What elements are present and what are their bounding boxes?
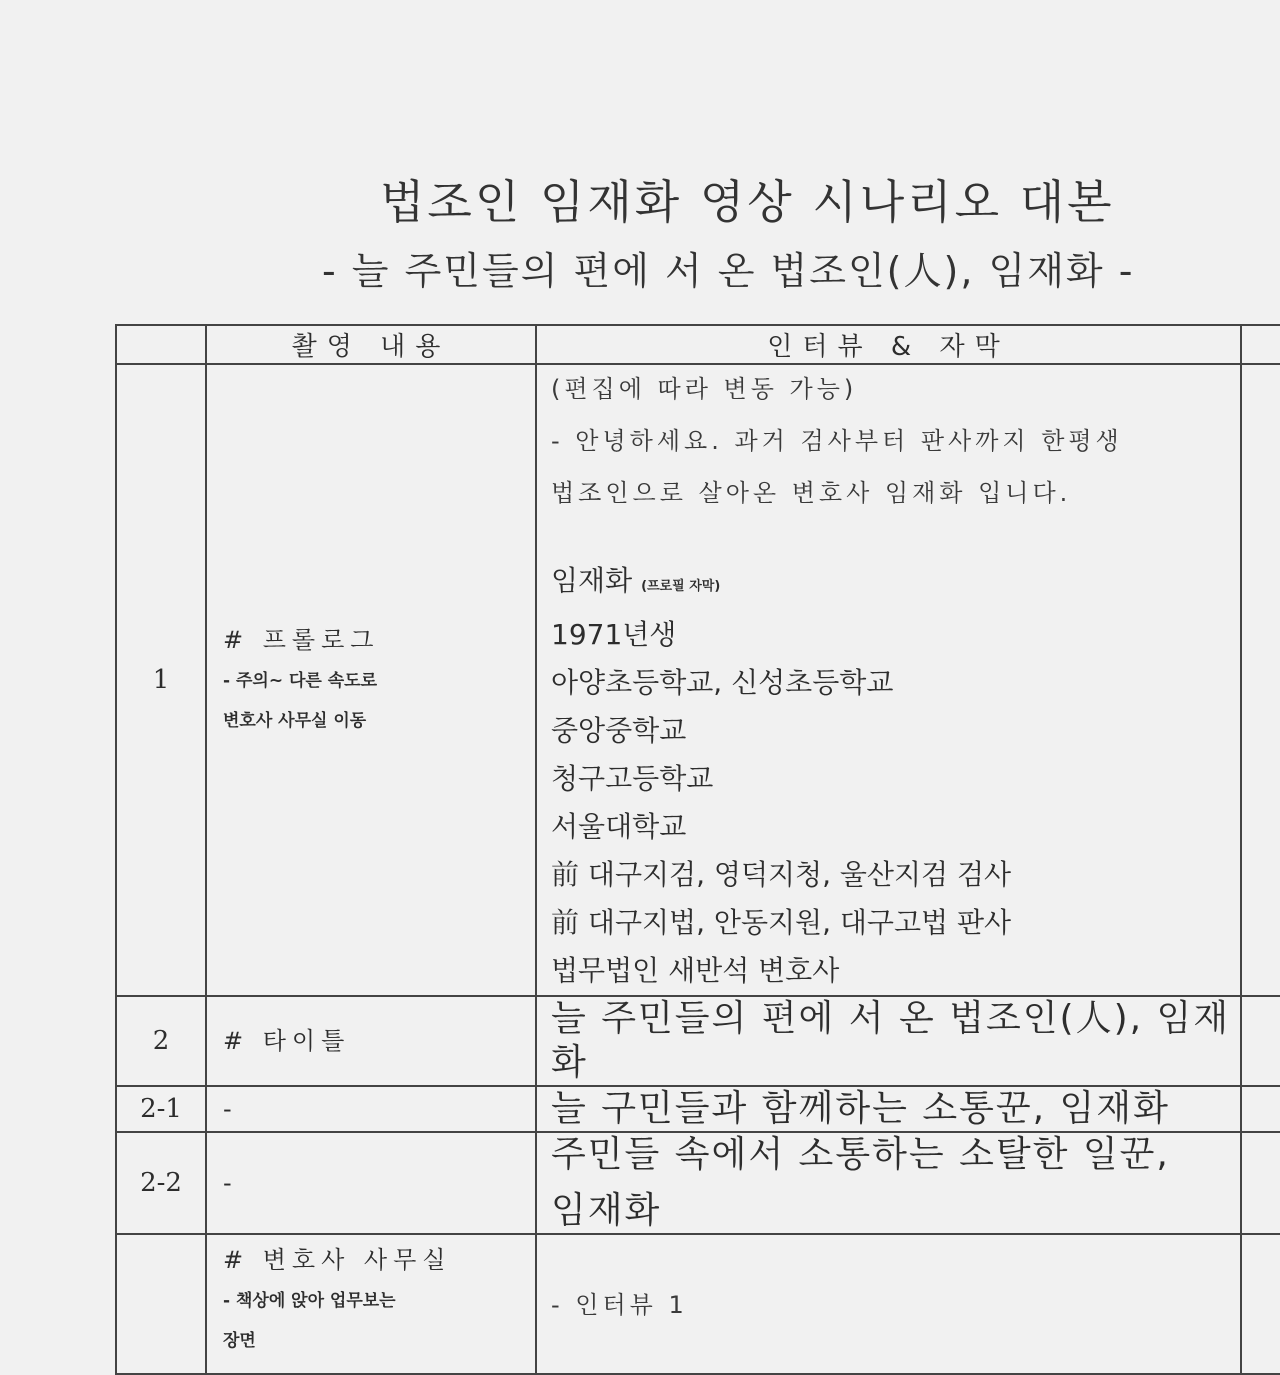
- profile-item: 중앙중학교: [551, 714, 687, 747]
- caption-line: 주민들 속에서 소통하는 소탈한 일꾼,: [551, 1134, 1170, 1175]
- shot-content: [206, 1132, 536, 1234]
- profile-item: 서울대학교: [551, 810, 687, 843]
- row-number: 2: [116, 996, 206, 1086]
- table-row: [116, 364, 1280, 996]
- extra-cell: [1241, 1086, 1280, 1132]
- caption-line: 임재화: [551, 1190, 662, 1231]
- greeting-line: - 안녕하세요. 과거 검사부터 판사까지 한평생: [551, 427, 1123, 455]
- profile-item: 청구고등학교: [551, 762, 714, 795]
- profile-item: 1971년생: [551, 618, 677, 651]
- profile-name-line: [551, 557, 1240, 611]
- interview-caption: [536, 1234, 1241, 1374]
- profile-item: 아양초등학교, 신성초등학교: [551, 666, 894, 699]
- shot-content: [206, 1086, 536, 1132]
- document-title: 법조인 임재화 영상 시나리오 대본: [380, 175, 1115, 229]
- shot-content: [206, 364, 536, 996]
- caption: 늘 구민들과 함께하는 소통꾼, 임재화: [536, 1086, 1241, 1132]
- shot-direction: - 주의~ 다른 속도로: [223, 671, 378, 691]
- header-number: [116, 325, 206, 364]
- shot-content: [206, 996, 536, 1086]
- edit-note: (편집에 따라 변동 가능): [551, 375, 858, 403]
- shot-direction: 장면: [223, 1331, 256, 1351]
- profile-item: 법무법인 새반석 변호사: [551, 954, 840, 987]
- shot-direction: -: [223, 1095, 238, 1123]
- interview-label: - 인터뷰 1: [551, 1290, 688, 1319]
- interview-caption: [536, 364, 1241, 996]
- row-number: 1: [116, 364, 206, 996]
- shot-content: [206, 1234, 536, 1374]
- caption: 늘 주민들의 편에 서 온 법조인(人), 임재화: [536, 996, 1241, 1086]
- row-number: 2-2: [116, 1132, 206, 1234]
- caption: [536, 1132, 1241, 1234]
- table-row: [116, 1086, 1280, 1132]
- profile-item: 前 대구지법, 안동지원, 대구고법 판사: [551, 906, 1012, 939]
- table-row: [116, 1234, 1280, 1374]
- row-number: 2-1: [116, 1086, 206, 1132]
- header-extra: [1241, 325, 1280, 364]
- shot-direction: -: [223, 1169, 238, 1197]
- script-table: [115, 324, 1280, 1375]
- extra-cell: [1241, 364, 1280, 996]
- shot-direction: - 책상에 앉아 업무보는: [223, 1291, 396, 1311]
- extra-cell: [1241, 996, 1280, 1086]
- scene-heading: # 프롤로그: [223, 626, 380, 654]
- profile-name: 임재화: [551, 564, 633, 597]
- extra-cell: [1241, 1234, 1280, 1374]
- table-row: [116, 996, 1280, 1086]
- scene-heading: # 변호사 사무실: [223, 1246, 452, 1274]
- greeting-line: 법조인으로 살아온 변호사 임재화 입니다.: [551, 479, 1072, 507]
- extra-cell: [1241, 1132, 1280, 1234]
- profile-name-note: (프로필 자막): [641, 579, 721, 594]
- table-row: [116, 1132, 1280, 1234]
- scene-heading: # 타이틀: [223, 1027, 351, 1055]
- profile-item: 前 대구지검, 영덕지청, 울산지검 검사: [551, 858, 1012, 891]
- table-header-row: [116, 325, 1280, 364]
- document-subtitle: - 늘 주민들의 편에 서 온 법조인(人), 임재화 -: [322, 249, 1135, 293]
- header-interview-caption: 인터뷰 & 자막: [536, 325, 1241, 364]
- row-number: [116, 1234, 206, 1374]
- header-shot-content: 촬영 내용: [206, 325, 536, 364]
- shot-direction: 변호사 사무실 이동: [223, 711, 367, 731]
